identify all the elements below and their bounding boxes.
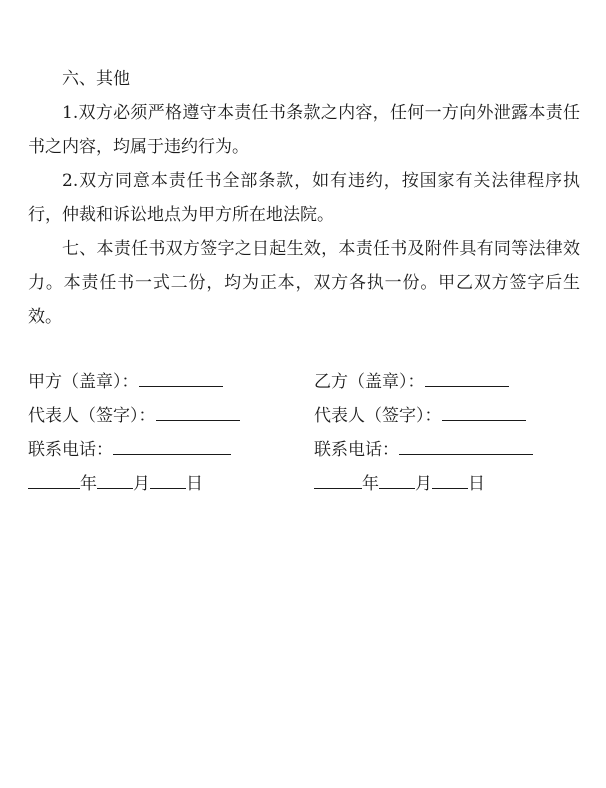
party-b-seal-blank[interactable] <box>425 366 509 387</box>
party-b-phone-label: 联系电话： <box>314 440 399 460</box>
party-a-seal-blank[interactable] <box>139 366 223 387</box>
party-b-seal-label: 乙方（盖章）： <box>314 372 425 392</box>
party-a-phone-label: 联系电话： <box>28 440 113 460</box>
party-a-date-row <box>28 467 240 501</box>
party-b-rep-row <box>314 399 533 433</box>
clauses-section <box>28 62 580 334</box>
section-6-item-2: 2.双方同意本责任书全部条款，如有违约，按国家有关法律程序执行，仲裁和诉讼地点为甲方所在地法院。 <box>28 171 580 225</box>
party-a-seal-row <box>28 365 240 399</box>
party-a-seal-label: 甲方（盖章）： <box>28 372 139 392</box>
party-a-month-blank[interactable] <box>97 468 133 489</box>
party-b-phone-blank[interactable] <box>399 434 533 455</box>
party-a-rep-blank[interactable] <box>156 400 240 421</box>
party-b-year-blank[interactable] <box>314 468 362 489</box>
party-a-rep-row <box>28 399 240 433</box>
party-a-signature-block <box>28 365 240 501</box>
party-a-day-label: 日 <box>186 474 203 494</box>
party-a-year-label: 年 <box>80 474 97 494</box>
party-a-rep-label: 代表人（签字）： <box>28 406 156 426</box>
party-b-day-blank[interactable] <box>432 468 468 489</box>
party-a-day-blank[interactable] <box>150 468 186 489</box>
party-b-seal-row <box>314 365 533 399</box>
party-b-year-label: 年 <box>362 474 379 494</box>
party-b-rep-label: 代表人（签字）： <box>314 406 442 426</box>
party-b-day-label: 日 <box>468 474 485 494</box>
party-b-month-blank[interactable] <box>379 468 415 489</box>
party-b-rep-blank[interactable] <box>442 400 526 421</box>
party-b-signature-block <box>314 365 533 501</box>
party-b-date-row <box>314 467 533 501</box>
section-7-text: 七、本责任书双方签字之日起生效，本责任书及附件具有同等法律效力。本责任书一式二份，均为正本，双方各执一份。甲乙双方签字后生效。 <box>28 239 580 327</box>
party-a-phone-blank[interactable] <box>113 434 231 455</box>
party-b-phone-row <box>314 433 533 467</box>
party-a-year-blank[interactable] <box>28 468 80 489</box>
party-a-phone-row <box>28 433 240 467</box>
section-6-heading: 六、其他 <box>62 69 130 89</box>
party-b-month-label: 月 <box>415 474 432 494</box>
party-a-month-label: 月 <box>133 474 150 494</box>
section-6-item-1: 1.双方必须严格遵守本责任书条款之内容，任何一方向外泄露本责任书之内容，均属于违约行为。 <box>28 103 580 157</box>
